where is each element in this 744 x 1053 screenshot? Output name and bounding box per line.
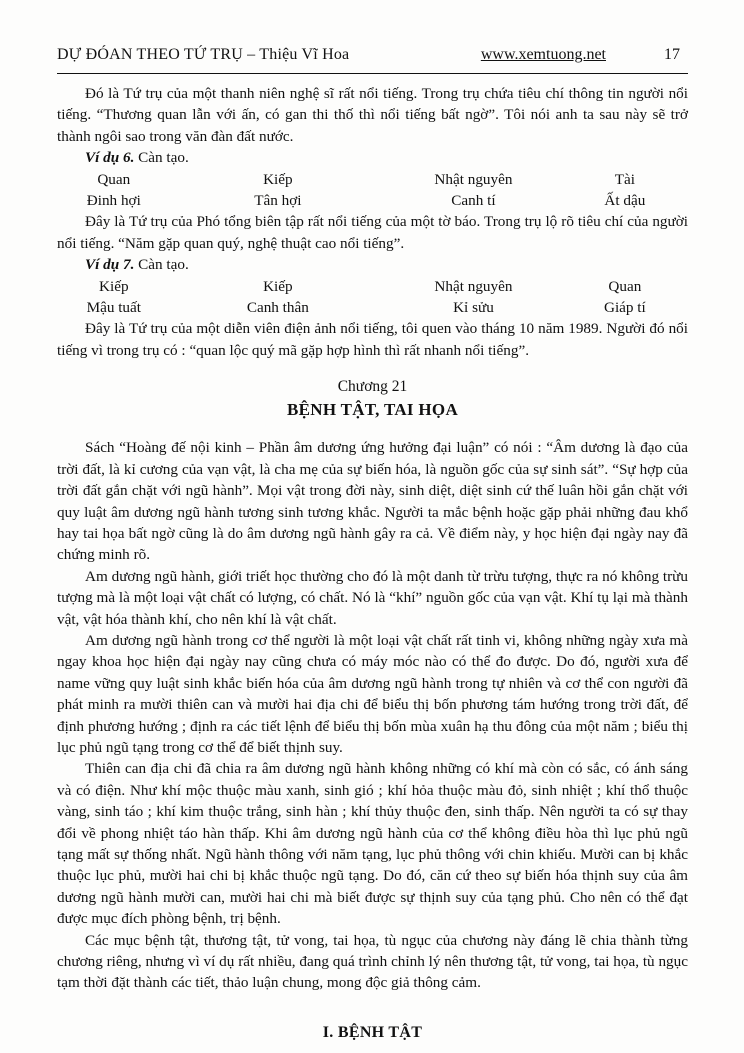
pillar-col-label: Quan	[97, 170, 131, 188]
website-link: www.xemtuong.net	[480, 46, 606, 63]
example-7-label: Ví dụ 7.	[85, 256, 135, 274]
pillar-value: Kỉ sửu	[453, 299, 494, 317]
chapter-number: Chương 21	[337, 378, 408, 396]
example-7-note: Càn tạo.	[134, 256, 189, 274]
pillar-value: Canh thân	[246, 299, 309, 317]
pillar-col-label: Quan	[608, 277, 642, 295]
pillar-value: Ất dậu	[604, 192, 646, 210]
paragraph-body-3: Am dương ngũ hành trong cơ thể người là một loại vật chất rất tinh vi, không những ngày xưa mà ngay khoa học hiện đại ngày nay cũng chưa có máy móc nào có thể đo được. Do đó, người xưa để name vững quy luật sinh khắc biến hóa của âm dương ngũ hành trong tự nhiên và cơ thể con người đã phát minh ra mười thiên can và mười hai địa chi để biểu thị bốn phương tám hướng trong trời đất, để định phương hướng ; định ra các tiết lệnh để biểu thị bốn mùa xuân hạ thu đông của một năm ; biểu thị lục phủ ngũ tạng trong cơ thể để biết thịnh suy.	[57, 631, 688, 756]
chapter-heading	[57, 376, 688, 421]
header-rule	[57, 73, 688, 74]
paragraph-intro-3: Đây là Tứ trụ của một diễn viên điện ảnh nổi tiếng, tôi quen vào tháng 10 năm 1989. Người đó nổi tiếng vì trong trụ có : “quan lộc quý mã gặp hợp hình thì rất nhanh nổi tiếng”.	[57, 320, 688, 359]
example-6-table-pillar-row	[57, 190, 688, 211]
example-7-line	[57, 254, 688, 275]
pillar-col-label: Kiếp	[263, 170, 293, 188]
example-7-table-header-row	[57, 276, 688, 297]
pillar-value: Canh tí	[451, 192, 496, 210]
section-title: I. BỆNH TẬT	[322, 1023, 423, 1041]
example-6-label: Ví dụ 6.	[85, 149, 135, 167]
pillar-value: Tân hợi	[254, 192, 302, 210]
pillar-col-label: Nhật nguyên	[434, 170, 513, 188]
example-6-note: Càn tạo.	[134, 149, 189, 167]
pillar-value: Mậu tuất	[86, 299, 141, 317]
example-6-line	[57, 147, 688, 168]
paragraph-intro-1: Đó là Tứ trụ của một thanh niên nghệ sĩ rất nổi tiếng. Trong trụ chứa tiêu chí thông tin người nổi tiếng. “Thương quan lẫn với ấn, có gan thi thố thì nổi tiếng bất ngờ”. Tôi nói anh ta sau này sẽ trở thành ngôi sao trong văn đàn đất nước.	[57, 85, 688, 145]
paragraph-body-2: Am dương ngũ hành, giới triết học thường cho đó là một danh từ trừu tượng, thực ra nó không trừu tượng mà là một loại vật chất có lượng, có chất. Nó là “khí” nguồn gốc của vạn vật. Khí tụ lại mà thành vật, vật hóa thành khí, cho nên khí là vật chất.	[57, 567, 688, 628]
chapter-title: BỆNH TẬT, TAI HỌA	[286, 400, 459, 420]
pillar-col-label: Kiếp	[263, 277, 293, 295]
page-header	[57, 46, 688, 64]
example-7-table-pillar-row	[57, 297, 688, 318]
book-title: DỰ ĐÓAN THEO TỨ TRỤ – Thiệu Vĩ Hoa	[57, 46, 350, 63]
paragraph-body-5: Các mục bệnh tật, thương tật, tử vong, tai họa, tù ngục của chương này đáng lẽ chia thành từng chương riêng, nhưng vì ví dụ rất nhiều, đang quá trình chỉnh lý nên thương tật, tử vong, tai họa, tù ngục tạm thời đặt thành các tiết, thảo luận chung, mong độc giả thông cảm.	[57, 931, 688, 992]
example-6-table-header-row	[57, 169, 688, 190]
page-number: 17	[664, 46, 680, 63]
paragraph-body-4: Thiên can địa chi đã chia ra âm dương ngũ hành không những có khí mà còn có sắc, có ánh sáng và có điện. Như khí mộc thuộc màu xanh, sinh gió ; khí hỏa thuộc màu đỏ, sinh nhiệt ; khí thổ thuộc vàng, sinh táo ; khí kim thuộc trắng, sinh hàn ; khí thủy thuộc đen, sinh thấp. Nên người ta có sự thay đổi về phong nhiệt táo hàn thấp. Khi âm dương ngũ hành của cơ thể không điều hòa thì lục phủ ngũ tạng mất sự thống nhất. Ngũ hành thông với năm tạng, lục phủ thông với chin khiếu. Mười can bị khắc thuộc lục phủ, mười hai chi bị khắc thuộc ngũ tạng. Do đó, căn cứ theo sự biến hóa thịnh suy của âm dương ngũ hành mười can, mười hai chi mà biết được sự thịnh suy của tạng phủ. Cho nên có thể đạt được mục đích phòng bệnh, trị bệnh.	[57, 760, 688, 928]
paragraph-body-1: Sách “Hoàng đế nội kinh – Phần âm dương ứng hưởng đại luận” có nói : “Âm dương là đạo của trời đất, là kỉ cương của vạn vật, là cha mẹ của sự biến hóa, là nguồn gốc của sự sinh sát”. “Sự hợp của trời đất gắn chặt với ngũ hành”. Mọi vật trong đời này, sinh diệt, diệt sinh cứ thế luân hồi gắn chặt với quy luật âm dương ngũ hành tương sinh tương khắc. Người ta mắc bệnh hoặc gặp phải những đau khổ hay tai họa bất ngờ cũng là do âm dương ngũ hành gây ra cả. Về điểm này, y học hiện đại ngày nay đã chứng minh rõ.	[57, 439, 688, 564]
pillar-value: Đinh hợi	[86, 192, 141, 210]
pillar-value: Giáp tí	[603, 299, 646, 317]
paragraph-intro-2: Đây là Tứ trụ của Phó tổng biên tập rất nổi tiếng của một tờ báo. Trong trụ lộ rõ tiêu chí của người nổi tiếng. “Năm gặp quan quý, nghệ thuật cao nổi tiếng”.	[57, 213, 688, 252]
pillar-col-label: Tài	[614, 170, 635, 188]
pillar-col-label: Kiếp	[99, 277, 129, 295]
pillar-col-label: Nhật nguyên	[434, 277, 513, 295]
